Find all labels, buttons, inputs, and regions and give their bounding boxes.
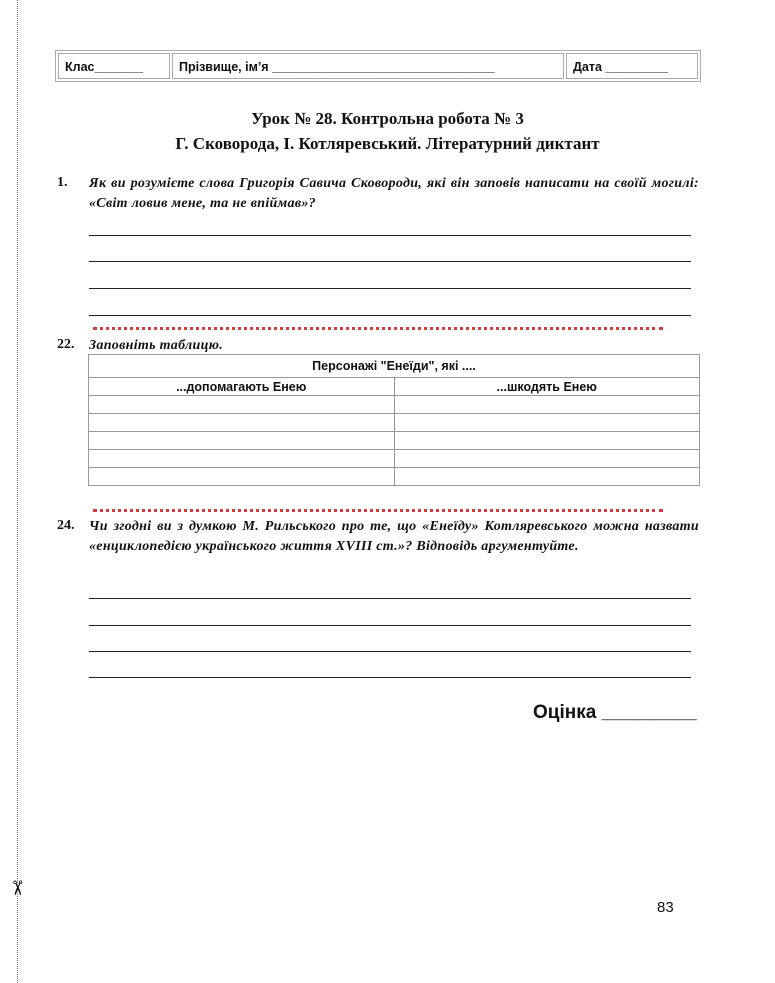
question-24-number: 24. [57, 518, 75, 533]
page-number: 83 [657, 899, 674, 916]
name-field[interactable]: Прізвище, ім’я ________________________________ [172, 53, 564, 79]
answer-line[interactable] [89, 677, 691, 678]
question-22-number: 22. [57, 337, 75, 352]
question-22-text: Заповніть таблицю. [89, 338, 224, 353]
scissors-icon: ✂ [5, 879, 30, 897]
answer-line[interactable] [89, 651, 691, 652]
section-separator [93, 509, 663, 512]
lesson-subtitle: Г. Сковорода, І. Котляревський. Літературний диктант [175, 134, 600, 153]
student-info-header [55, 50, 701, 82]
characters-table [88, 354, 700, 486]
table-cell[interactable] [89, 450, 395, 468]
table-cell[interactable] [394, 432, 700, 450]
table-row [89, 468, 700, 486]
table-cell[interactable] [394, 396, 700, 414]
date-field[interactable]: Дата _________ [566, 53, 698, 79]
lesson-title: Урок № 28. Контрольна робота № 3 [251, 109, 524, 128]
table-row [89, 414, 700, 432]
table-row [89, 396, 700, 414]
table-row [89, 450, 700, 468]
table-cell[interactable] [89, 396, 395, 414]
answer-line[interactable] [89, 625, 691, 626]
table-cell[interactable] [89, 468, 395, 486]
answer-line[interactable] [89, 288, 691, 289]
question-1-number: 1. [57, 175, 68, 190]
table-cell[interactable] [394, 414, 700, 432]
table-row [89, 432, 700, 450]
table-caption: Персонажі "Енеїди", які .... [89, 355, 700, 378]
answer-line[interactable] [89, 235, 691, 236]
table-cell[interactable] [89, 432, 395, 450]
table-cell[interactable] [394, 450, 700, 468]
answer-line[interactable] [89, 315, 691, 316]
table-header-harmers: ...шкодять Енею [394, 378, 700, 396]
grade-field[interactable]: Оцінка _________ [533, 702, 697, 723]
answer-line[interactable] [89, 261, 691, 262]
question-24-text: Чи згодні ви з думкою М. Рильського про те, що «Енеїду» Котляревського можна назвати «енциклопедією українського життя XVIII ст.»? Відповідь аргументуйте. [89, 519, 699, 554]
class-field[interactable]: Клас_______ [58, 53, 170, 79]
table-header-helpers: ...допомагають Енею [89, 378, 395, 396]
table-cell[interactable] [394, 468, 700, 486]
question-1-text: Як ви розумієте слова Григорія Савича Сковороди, які він заповів написати на своїй могилі: «Світ ловив мене, та не впіймав»? [89, 176, 699, 211]
table-cell[interactable] [89, 414, 395, 432]
section-separator [93, 327, 663, 330]
answer-line[interactable] [89, 598, 691, 599]
